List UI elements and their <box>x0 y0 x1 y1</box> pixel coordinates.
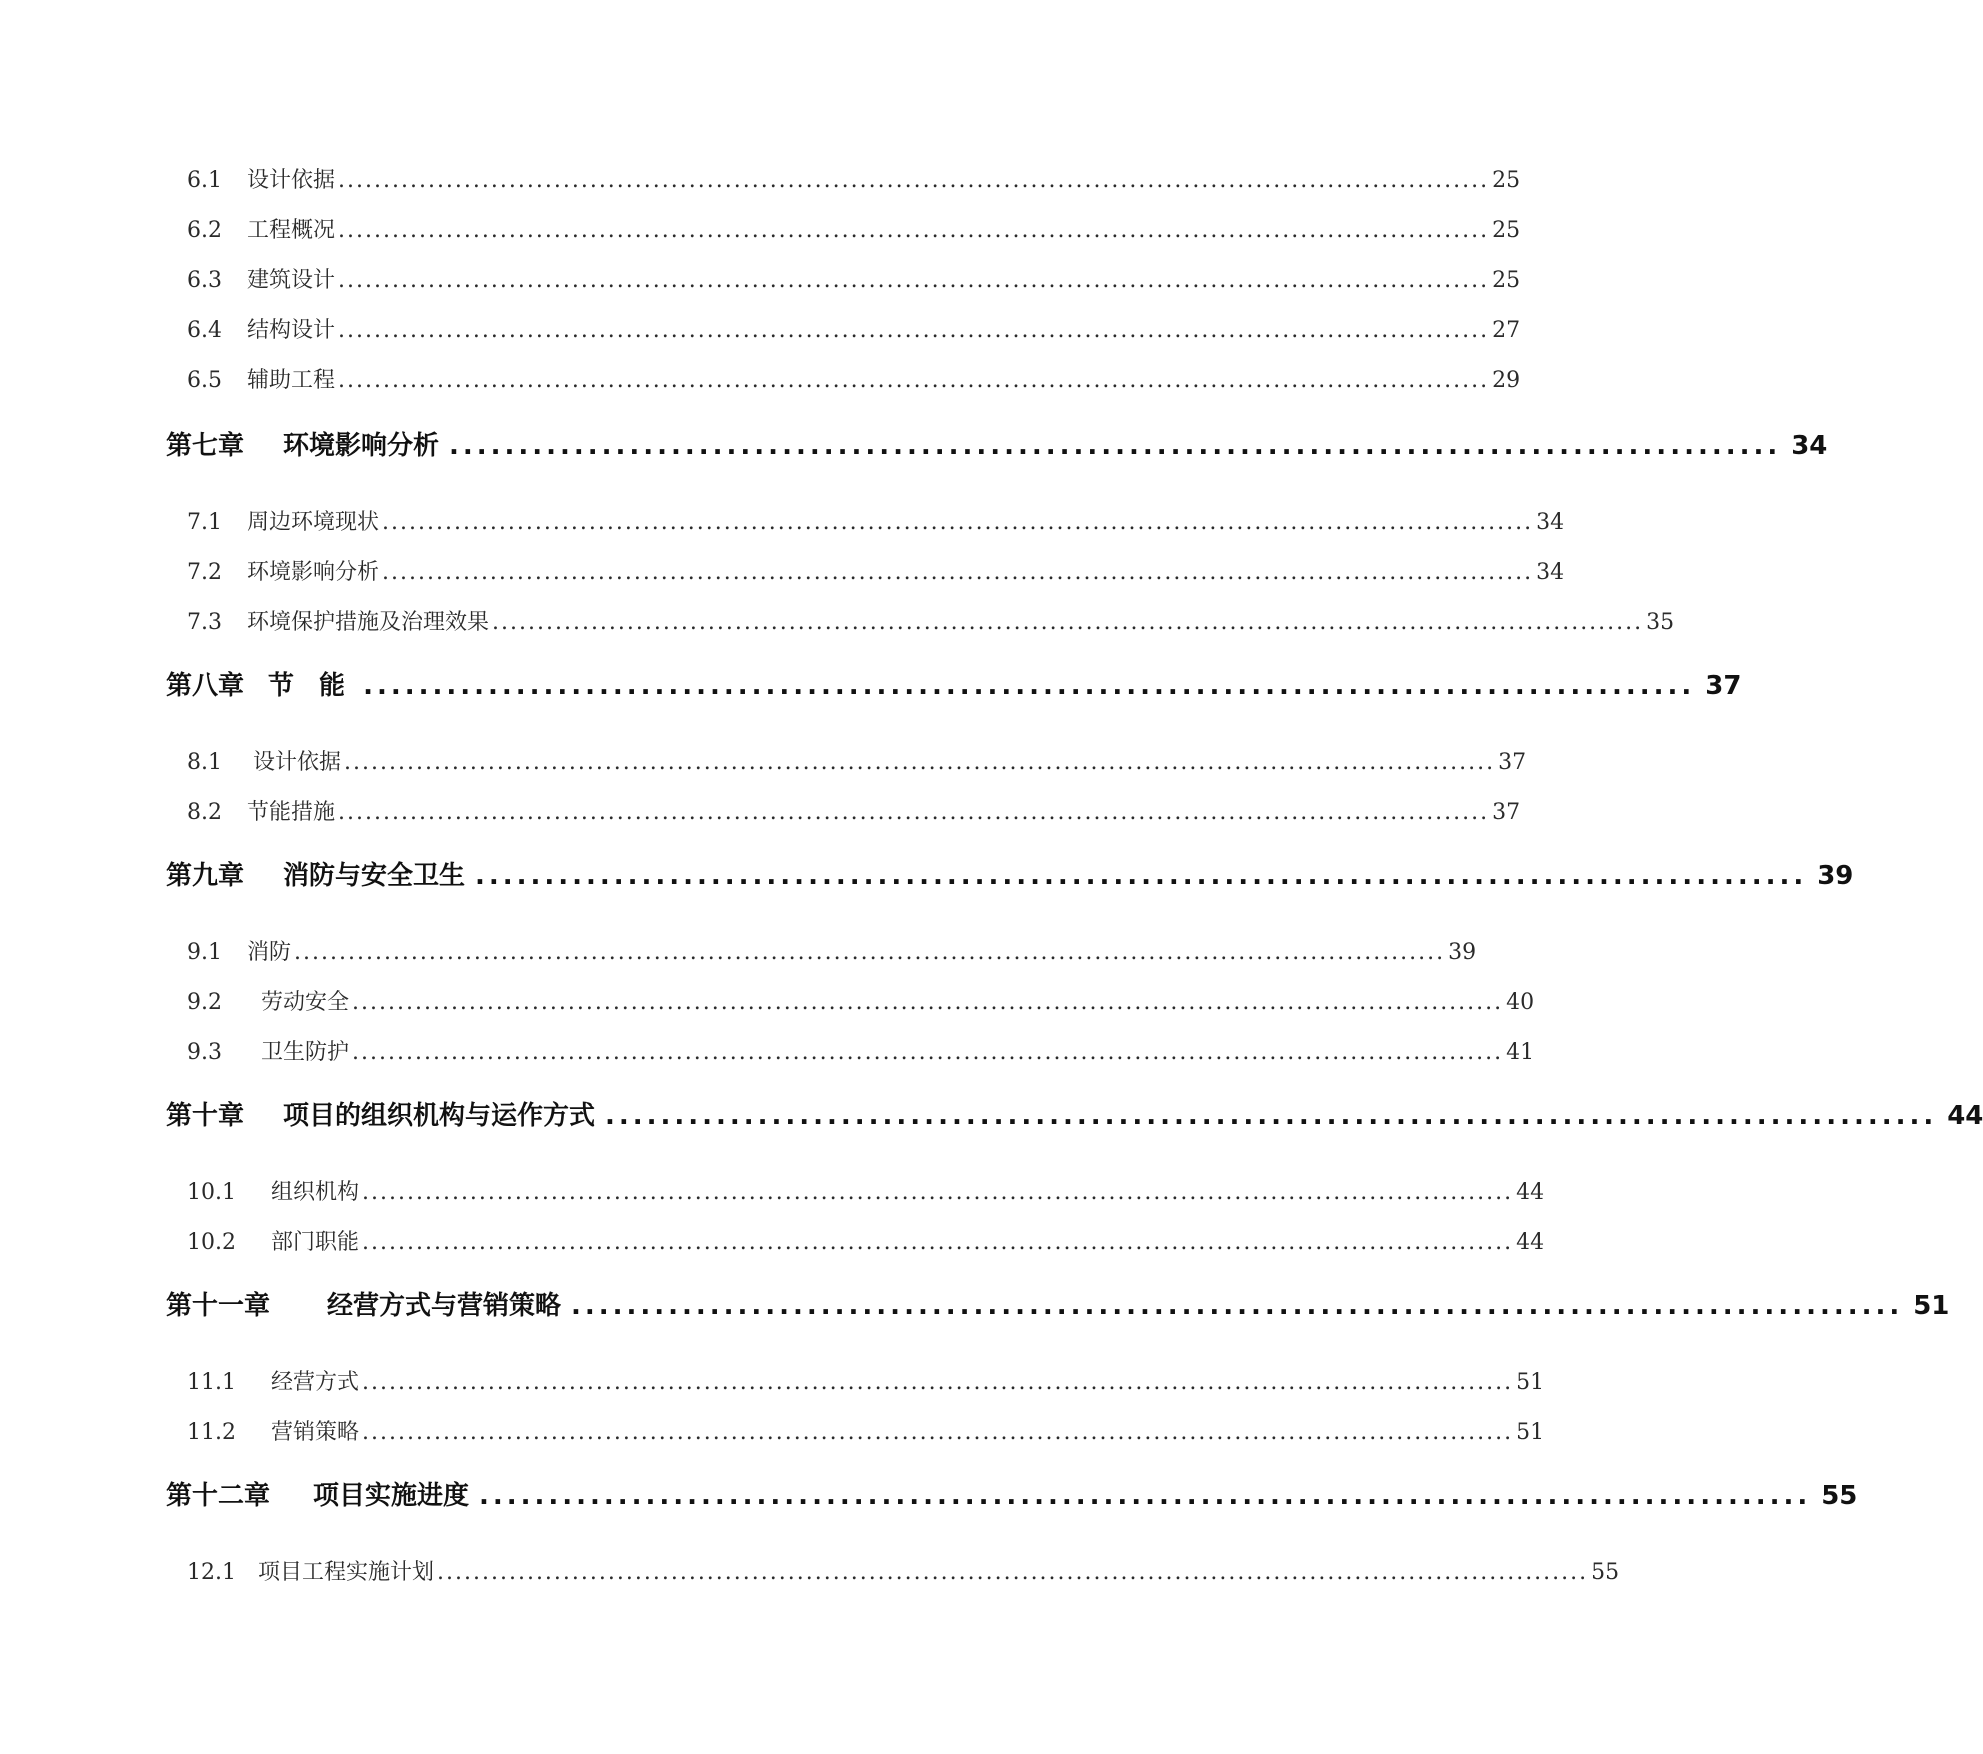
toc-entry-6-4[interactable] <box>187 314 1521 348</box>
toc-entry-10-2[interactable] <box>187 1226 1545 1260</box>
toc-entry-11-2[interactable] <box>187 1416 1545 1450</box>
toc-chapter-number: 第十章 <box>166 1101 245 1131</box>
toc-entry-6-2[interactable] <box>187 214 1521 248</box>
toc-entry-page-number: 51 <box>1516 1420 1545 1445</box>
toc-chapter-title: 节 能 <box>268 671 354 701</box>
toc-entry-title: 经营方式 <box>271 1370 360 1395</box>
toc-entry-title: 辅助工程 <box>247 368 336 393</box>
dot-leader: ................................................................................................ <box>475 861 1808 891</box>
toc-entry-title: 周边环境现状 <box>247 510 380 535</box>
toc-entry-8-2[interactable] <box>187 796 1521 830</box>
toc-entry-title: 环境保护措施及治理效果 <box>247 610 490 635</box>
dot-leader: ................................................................................................................................ <box>338 218 1490 243</box>
toc-chapter-title: 项目实施进度 <box>313 1481 470 1511</box>
toc-chapter-page-number: 55 <box>1821 1481 1858 1511</box>
toc-entry-title: 设计依据 <box>247 168 336 193</box>
toc-entry-title: 结构设计 <box>247 318 336 343</box>
dot-leader: ................................................................................................................................ <box>362 1180 1514 1205</box>
dot-leader: ................................................................................................ <box>449 431 1782 461</box>
toc-entry-number: 7.2 <box>187 560 222 585</box>
toc-entry-6-3[interactable] <box>187 264 1521 298</box>
dot-leader: ................................................................................................................................ <box>294 940 1446 965</box>
toc-entry-number: 9.3 <box>187 1040 222 1065</box>
toc-entry-page-number: 34 <box>1536 560 1565 585</box>
dot-leader: ................................................................................................................................ <box>352 1040 1504 1065</box>
toc-chapter-9[interactable] <box>166 856 1854 896</box>
dot-leader: ................................................................................................................................ <box>362 1370 1514 1395</box>
toc-entry-page-number: 25 <box>1492 218 1521 243</box>
toc-entry-page-number: 25 <box>1492 268 1521 293</box>
dot-leader: ................................................................................................................................ <box>362 1230 1514 1255</box>
toc-entry-title: 部门职能 <box>271 1230 360 1255</box>
dot-leader: ................................................................................................................................ <box>382 560 1534 585</box>
toc-entry-title: 消防 <box>247 940 292 965</box>
dot-leader: ................................................................................................ <box>605 1101 1938 1131</box>
toc-entry-page-number: 51 <box>1516 1370 1545 1395</box>
toc-chapter-number: 第七章 <box>166 431 245 461</box>
toc-entry-number: 7.3 <box>187 610 222 635</box>
toc-entry-page-number: 44 <box>1516 1230 1545 1255</box>
dot-leader: ................................................................................................................................ <box>437 1560 1589 1585</box>
toc-entry-number: 9.2 <box>187 990 222 1015</box>
toc-entry-page-number: 29 <box>1492 368 1521 393</box>
toc-chapter-page-number: 34 <box>1791 431 1828 461</box>
dot-leader: ................................................................................................................................ <box>344 750 1496 775</box>
toc-entry-page-number: 40 <box>1506 990 1535 1015</box>
toc-entry-title: 建筑设计 <box>247 268 336 293</box>
toc-entry-title: 营销策略 <box>271 1420 360 1445</box>
toc-entry-7-1[interactable] <box>187 506 1565 540</box>
toc-entry-title: 工程概况 <box>247 218 336 243</box>
toc-entry-page-number: 39 <box>1448 940 1477 965</box>
toc-chapter-10[interactable] <box>166 1096 1983 1136</box>
dot-leader: ................................................................................................................................ <box>338 318 1490 343</box>
toc-entry-9-2[interactable] <box>187 986 1535 1020</box>
dot-leader: ................................................................................................................................ <box>338 368 1490 393</box>
toc-entry-page-number: 27 <box>1492 318 1521 343</box>
dot-leader: ................................................................................................................................ <box>338 800 1490 825</box>
dot-leader: ................................................................................................................................ <box>352 990 1504 1015</box>
toc-entry-page-number: 41 <box>1506 1040 1535 1065</box>
toc-entry-title: 项目工程实施计划 <box>258 1560 435 1585</box>
toc-chapter-11[interactable] <box>166 1286 1950 1326</box>
toc-chapter-page-number: 39 <box>1817 861 1854 891</box>
toc-entry-page-number: 37 <box>1492 800 1521 825</box>
toc-chapter-number: 第十二章 <box>166 1481 271 1511</box>
toc-entry-number: 10.1 <box>187 1180 236 1205</box>
toc-chapter-page-number: 37 <box>1705 671 1742 701</box>
toc-entry-10-1[interactable] <box>187 1176 1545 1210</box>
toc-entry-number: 6.5 <box>187 368 222 393</box>
toc-entry-6-5[interactable] <box>187 364 1521 398</box>
toc-chapter-7[interactable] <box>166 426 1828 466</box>
toc-entry-number: 6.4 <box>187 318 222 343</box>
toc-entry-page-number: 44 <box>1516 1180 1545 1205</box>
toc-entry-title: 劳动安全 <box>261 990 350 1015</box>
dot-leader: ................................................................................................ <box>571 1291 1904 1321</box>
toc-entry-number: 8.1 <box>187 750 222 775</box>
toc-entry-9-1[interactable] <box>187 936 1477 970</box>
toc-entry-page-number: 35 <box>1646 610 1675 635</box>
toc-entry-8-1[interactable] <box>187 746 1527 780</box>
dot-leader: ................................................................................................................................ <box>362 1420 1514 1445</box>
toc-entry-page-number: 25 <box>1492 168 1521 193</box>
toc-chapter-title: 经营方式与营销策略 <box>327 1291 562 1321</box>
toc-entry-number: 12.1 <box>187 1560 236 1585</box>
toc-entry-number: 6.2 <box>187 218 222 243</box>
dot-leader: ................................................................................................ <box>479 1481 1812 1511</box>
toc-entry-page-number: 34 <box>1536 510 1565 535</box>
toc-entry-title: 设计依据 <box>253 750 342 775</box>
toc-entry-7-2[interactable] <box>187 556 1565 590</box>
toc-entry-number: 11.1 <box>187 1370 236 1395</box>
dot-leader: ................................................................................................................................ <box>382 510 1534 535</box>
toc-chapter-page-number: 51 <box>1913 1291 1950 1321</box>
toc-entry-number: 10.2 <box>187 1230 236 1255</box>
dot-leader: ................................................................................................................................ <box>492 610 1644 635</box>
dot-leader: ................................................................................................................................ <box>338 268 1490 293</box>
toc-chapter-page-number: 44 <box>1947 1101 1983 1131</box>
toc-entry-page-number: 55 <box>1591 1560 1620 1585</box>
toc-entry-9-3[interactable] <box>187 1036 1535 1070</box>
toc-chapter-12[interactable] <box>166 1476 1858 1516</box>
toc-entry-number: 9.1 <box>187 940 222 965</box>
toc-entry-title: 环境影响分析 <box>247 560 380 585</box>
toc-entry-number: 7.1 <box>187 510 222 535</box>
toc-entry-number: 6.1 <box>187 168 222 193</box>
toc-entry-number: 11.2 <box>187 1420 236 1445</box>
toc-entry-7-3[interactable] <box>187 606 1675 640</box>
dot-leader: ................................................................................................ <box>363 671 1696 701</box>
toc-chapter-number: 第十一章 <box>166 1291 271 1321</box>
toc-entry-number: 8.2 <box>187 800 222 825</box>
toc-chapter-title: 消防与安全卫生 <box>283 861 466 891</box>
toc-chapter-number: 第九章 <box>166 861 245 891</box>
toc-entry-6-1[interactable] <box>187 164 1521 198</box>
toc-chapter-8[interactable] <box>166 666 1742 706</box>
toc-chapter-number: 第八章 <box>166 671 245 701</box>
toc-entry-11-1[interactable] <box>187 1366 1545 1400</box>
toc-entry-number: 6.3 <box>187 268 222 293</box>
toc-entry-page-number: 37 <box>1498 750 1527 775</box>
dot-leader: ................................................................................................................................ <box>338 168 1490 193</box>
toc-entry-title: 节能措施 <box>247 800 336 825</box>
toc-chapter-title: 项目的组织机构与运作方式 <box>283 1101 596 1131</box>
toc-entry-title: 卫生防护 <box>261 1040 350 1065</box>
toc-entry-title: 组织机构 <box>271 1180 360 1205</box>
toc-chapter-title: 环境影响分析 <box>283 431 440 461</box>
toc-entry-12-1[interactable] <box>187 1556 1620 1590</box>
